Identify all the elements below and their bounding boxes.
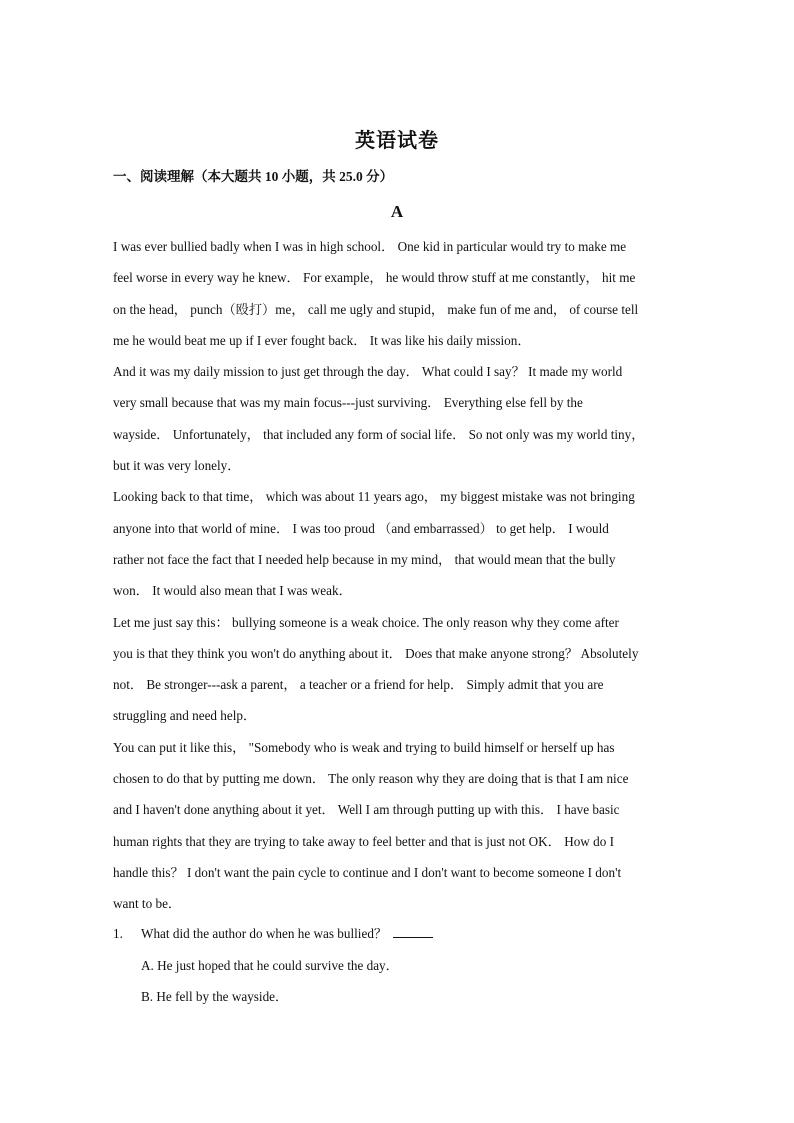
- question-stem: [113, 922, 681, 954]
- passage-line: You can put it like this， "Somebody who is weak and trying to build himself or herself up has: [113, 739, 615, 755]
- reading-passage: [113, 235, 681, 924]
- passage-line: struggling and need help．: [113, 708, 257, 724]
- section-heading: 一、阅读理解（本大题共 10 小题，共 25.0 分）: [113, 169, 394, 184]
- passage-line: wayside． Unfortunately， that included any form of social life． So not only was my world tiny，: [113, 426, 645, 442]
- passage-line: anyone into that world of mine． I was too proud （and embarrassed） to get help． I would: [113, 520, 609, 536]
- passage-line: human rights that they are trying to take away to feel better and that is just not OK． How do I: [113, 833, 615, 849]
- passage-line: you is that they think you won't do anything about it． Does that make anyone strong？ Absolutely: [113, 645, 639, 661]
- question-text: What did the author do when he was bullied？: [141, 926, 388, 941]
- page-title: 英语试卷: [355, 130, 439, 152]
- passage-line: me he would beat me up if I ever fought back． It was like his daily mission．: [113, 332, 531, 348]
- passage-line: Let me just say this： bullying someone is a weak choice. The only reason why they come after: [113, 614, 619, 630]
- passage-line: very small because that was my main focus---just surviving． Everything else fell by the: [113, 395, 583, 411]
- passage-line: handle this？ I don't want the pain cycle to continue and I don't want to become someone I don't: [113, 864, 622, 880]
- answer-blank: [393, 923, 433, 938]
- passage-line: chosen to do that by putting me down． The only reason why they are doing that is that I am nice: [113, 771, 629, 787]
- option-a[interactable]: A. He just hoped that he could survive the day．: [141, 957, 399, 973]
- question-1: [113, 922, 681, 1017]
- passage-line: on the head， punch（殴打）me， call me ugly and stupid， make fun of me and， of course tell: [113, 301, 639, 317]
- passage-line: feel worse in every way he knew． For example， he would throw stuff at me constantly， hit me: [113, 270, 636, 286]
- passage-line: won． It would also mean that I was weak．: [113, 583, 352, 599]
- passage-label: A: [390, 202, 404, 221]
- passage-line: I was ever bullied badly when I was in high school． One kid in particular would try to make me: [113, 239, 627, 254]
- option-b[interactable]: B. He fell by the wayside．: [141, 989, 289, 1004]
- question-number: 1.: [113, 926, 123, 941]
- passage-line: And it was my daily mission to just get through the day． What could I say？ It made my world: [113, 364, 623, 380]
- passage-line: not． Be stronger---ask a parent， a teacher or a friend for help． Simply admit that you are: [113, 677, 604, 693]
- passage-line: want to be．: [113, 896, 182, 912]
- passage-line: Looking back to that time， which was about 11 years ago， my biggest mistake was not bringing: [113, 489, 635, 505]
- passage-line: but it was very lonely．: [113, 458, 241, 474]
- passage-line: rather not face the fact that I needed help because in my mind， that would mean that the bully: [113, 551, 616, 567]
- passage-line: and I haven't done anything about it yet． Well I am through putting up with this． I have basic: [113, 802, 620, 818]
